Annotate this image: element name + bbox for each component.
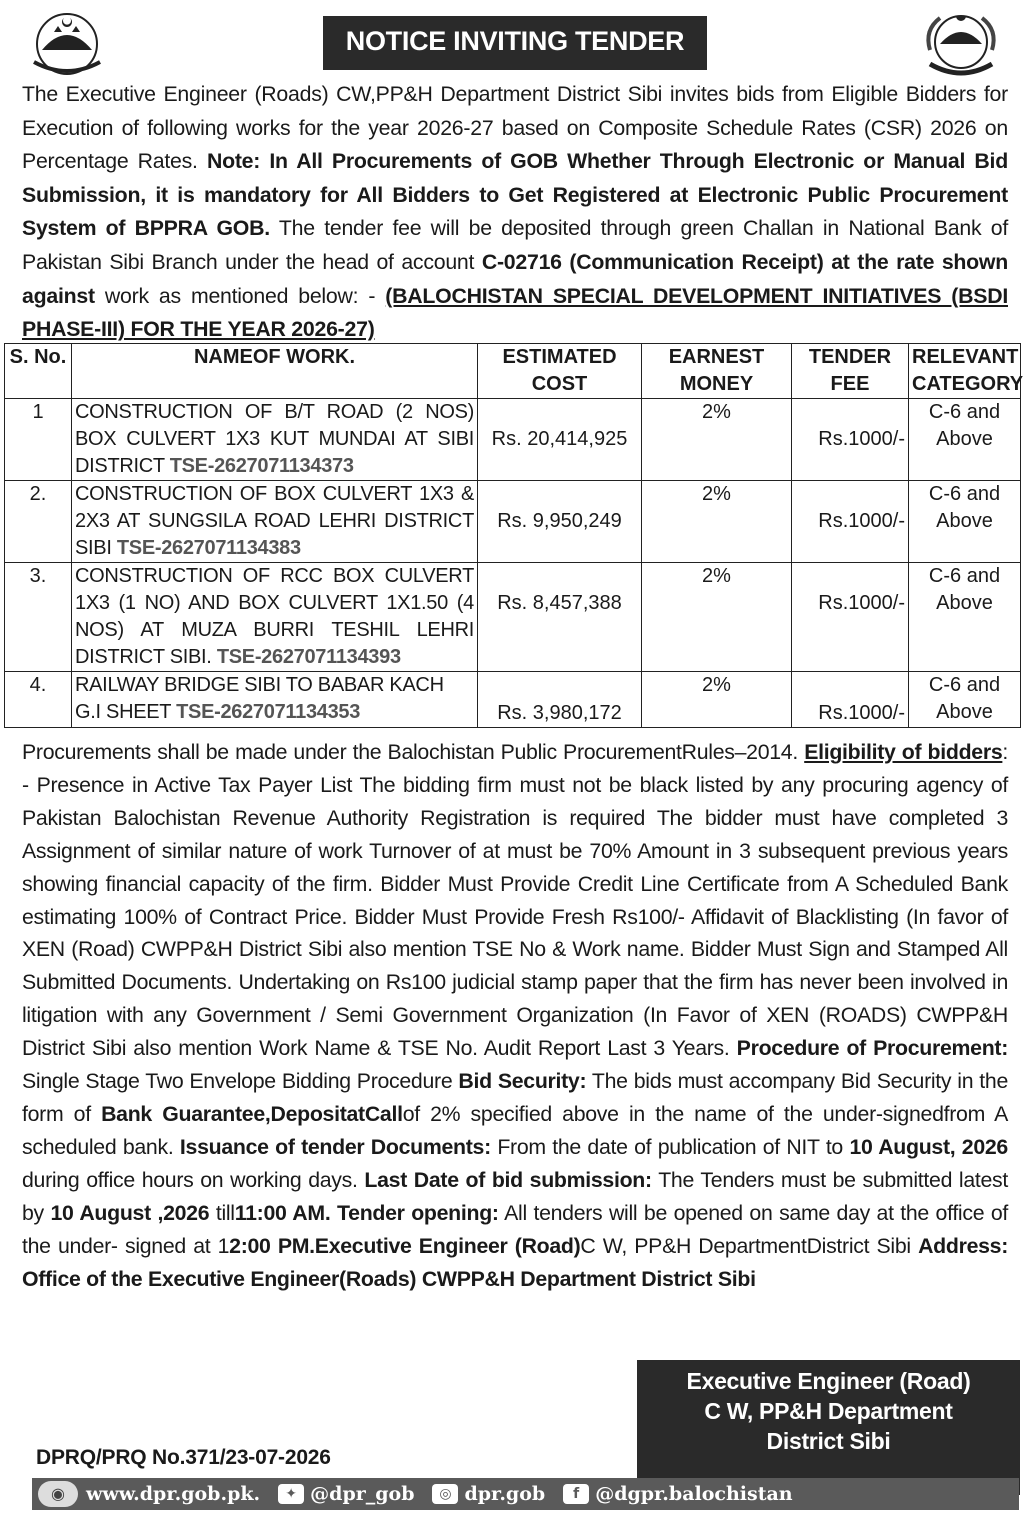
cell-money: 2% [642, 481, 792, 563]
footer-twitter[interactable] [278, 1483, 414, 1505]
cell-sno: 3. [5, 563, 72, 672]
footer-bar [32, 1478, 1019, 1510]
bank-guarantee: Bank Guarantee,DepositatCall [101, 1101, 403, 1126]
footer-facebook[interactable] [563, 1483, 792, 1505]
issuance-date: 10 August, 2026 [849, 1134, 1008, 1159]
cell-category: C-6 and Above [909, 672, 1021, 728]
tse-number: TSE-2627071134383 [116, 537, 301, 559]
cell-cost: Rs. 9,950,249 [478, 481, 642, 563]
intro-account: C-02716 (Communication Receipt) at the rate shown against [22, 249, 1008, 308]
eligibility-text: : - Presence in Active Tax Payer List The bidding firm must not be black listed by any procuring agency of Pakistan Balochistan Revenue Authority Registration is required The bidder must have completed 3 Assignment of similar nature of work Turnover of at must be 70% Amount in 3 subsequent previous years showing financial capacity of the firm. Bidder Must Provide Credit Line Certificate from A Scheduled Bank estimating 100% of Contract Price. Bidder Must Provide Fresh Rs100/- Affidavit of Blacklisting (In favor of XEN (Road) CWPP&H District Sibi also mention TSE No & Work name. Bidder Must Sign and Stamped All Submitted Documents. Undertaking on Rs100 judicial stamp paper that the firm has never been involved in litigation with any Government / Semi Government Organization (In Favor of XEN (ROADS) CWPP&H District Sibi also mention Work Name & TSE No. Audit Report Last 3 Years. [22, 740, 1008, 1061]
bid-security-label: Bid Security: [458, 1069, 587, 1094]
last-time: 11:00 AM. [234, 1200, 331, 1225]
signature-block [637, 1360, 1020, 1495]
issuance-label: Issuance of tender Documents: [179, 1134, 491, 1159]
last-date-label: Last Date of bid submission: [364, 1167, 652, 1192]
tse-number: TSE-2627071134373 [169, 455, 354, 477]
work-name: RAILWAY BRIDGE SIBI TO BABAR KACH G.I SHEET [75, 674, 444, 723]
last-date-text: The Tenders must be submitted latest by [22, 1167, 1009, 1225]
intro-scheme: (BALOCHISTAN SPECIAL DEVELOPMENT INITIATIVES (BSDI PHASE-III) FOR THE YEAR 2026-27) [22, 283, 1008, 342]
issuance-text: From the date of publication of NIT to [490, 1134, 850, 1159]
cell-sno: 1 [5, 399, 72, 481]
table-row [5, 563, 1021, 672]
table-header-row [5, 344, 1021, 399]
signature-line-1: Executive Engineer (Road) [686, 1368, 971, 1394]
footer-website[interactable] [86, 1483, 260, 1505]
cell-category: C-6 and Above [909, 481, 1021, 563]
table-row [5, 399, 1021, 481]
cell-name [72, 399, 478, 481]
works-table [4, 343, 1024, 728]
last-date-text-2: till [209, 1200, 235, 1225]
header-cost: ESTIMATED COST [478, 344, 642, 399]
opening-time: 2:00 PM.Executive Engineer (Road) [229, 1233, 581, 1258]
intro-text-1: The Executive Engineer (Roads) CW,PP&H Department District Sibi invites bids from Eligible Bidders for Execution of following works for the year 2026-27 based on Composite Schedule Rates (CSR) 2026 on Percentage Rates. [22, 82, 1008, 174]
work-name: CONSTRUCTION OF RCC BOX CULVERT 1X3 (1 NO) AND BOX CULVERT 1X1.50 (4 NOS) AT MUZA BURRI TESHIL LEHRI DISTRICT SIBI. [75, 565, 474, 668]
intro-paragraph [22, 78, 1008, 347]
intro-note: Note: In All Procurements of GOB Whether Through Electronic or Manual Bid Submission, it is mandatory for All Bidders to Get Registered at Electronic Public Procurement System of BPPRA GOB. [22, 149, 1008, 241]
table-row [5, 672, 1021, 728]
website-text: www.dpr.gob.pk. [86, 1483, 261, 1505]
terms-paragraph [22, 736, 1008, 1295]
procedure-label: Procedure of Procurement: [736, 1036, 1008, 1061]
tse-number: TSE-2627071134353 [176, 701, 361, 723]
terms-text: Procurements shall be made under the Balochistan Public ProcurementRules–2014. [22, 740, 805, 764]
prq-number: DPRQ/PRQ No.371/23-07-2026 [36, 1446, 331, 1469]
cell-fee: Rs.1000/- [792, 481, 909, 563]
header-money: EARNEST MONEY [642, 344, 792, 399]
opening-text: All tenders will be opened on same day at the office of the under- signed at 1 [22, 1200, 1008, 1258]
header-fee: TENDER FEE [792, 344, 909, 399]
bid-security-text-2: of 2% specified above in the name of the under-signedfrom A scheduled bank. [22, 1101, 1008, 1159]
balochistan-govt-logo [24, 10, 110, 80]
table-row [5, 481, 1021, 563]
cell-sno: 4. [5, 672, 72, 728]
signature-line-2: C W, PP&H Department [704, 1398, 953, 1424]
cell-fee: Rs.1000/- [792, 399, 909, 481]
facebook-text: @dgpr.balochistan [595, 1483, 793, 1505]
cell-fee: Rs.1000/- [792, 672, 909, 728]
cell-money: 2% [642, 563, 792, 672]
cell-sno: 2. [5, 481, 72, 563]
header-sno: S. No. [5, 344, 72, 399]
signature-line-3: District Sibi [766, 1428, 891, 1454]
cell-name [72, 563, 478, 672]
cell-cost: Rs. 3,980,172 [478, 672, 642, 728]
procedure-text: Single Stage Two Envelope Bidding Procedure [22, 1069, 459, 1094]
work-name: CONSTRUCTION OF B/T ROAD (2 NOS) BOX CULVERT 1X3 KUT MUNDAI AT SIBI DISTRICT [75, 401, 474, 477]
cell-category: C-6 and Above [909, 563, 1021, 672]
cell-name [72, 672, 478, 728]
cell-money: 2% [642, 399, 792, 481]
cell-cost: Rs. 8,457,388 [478, 563, 642, 672]
bid-security-text: The bids must accompany Bid Security in the form of [22, 1069, 1008, 1126]
eligibility-heading: Eligibility of bidders [804, 740, 1003, 764]
cell-category: C-6 and Above [909, 399, 1021, 481]
cell-cost: Rs. 20,414,925 [478, 399, 642, 481]
notice-title: NOTICE INVITING TENDER [323, 16, 707, 70]
globe-icon: ◉ [38, 1481, 78, 1507]
twitter-icon: ✦ [278, 1484, 304, 1504]
facebook-icon: f [563, 1484, 589, 1504]
issuance-text-2: during office hours on working days. [22, 1167, 365, 1192]
intro-text-2: The tender fee will be deposited through green Challan in National Bank of Pakistan Sibi Branch under the head of account [22, 216, 1008, 274]
opening-text-2: C W, PP&H DepartmentDistrict Sibi [580, 1233, 919, 1258]
instagram-icon: ◎ [432, 1484, 458, 1504]
cell-money: 2% [642, 672, 792, 728]
cell-name [72, 481, 478, 563]
work-name: CONSTRUCTION OF BOX CULVERT 1X3 & 2X3 AT SUNGSILA ROAD LEHRI DISTRICT SIBI [75, 483, 474, 559]
instagram-text: dpr.gob [464, 1483, 546, 1505]
cell-fee: Rs.1000/- [792, 563, 909, 672]
footer-instagram[interactable] [432, 1483, 545, 1505]
last-date: 10 August ,2026 [50, 1200, 210, 1225]
tse-number: TSE-2627071134393 [216, 646, 401, 668]
header-category: RELEVANT CATEGORY [909, 344, 1021, 399]
opening-label: Tender opening: [337, 1200, 499, 1225]
address: Address: Office of the Executive Engineer(Roads) CWPP&H Department District Sibi [22, 1233, 1008, 1291]
header-name: NAMEOF WORK. [72, 344, 478, 399]
twitter-text: @dpr_gob [310, 1483, 415, 1505]
balochistan-govt-logo [918, 10, 1004, 80]
intro-text-3: work as mentioned below: - [94, 283, 386, 308]
